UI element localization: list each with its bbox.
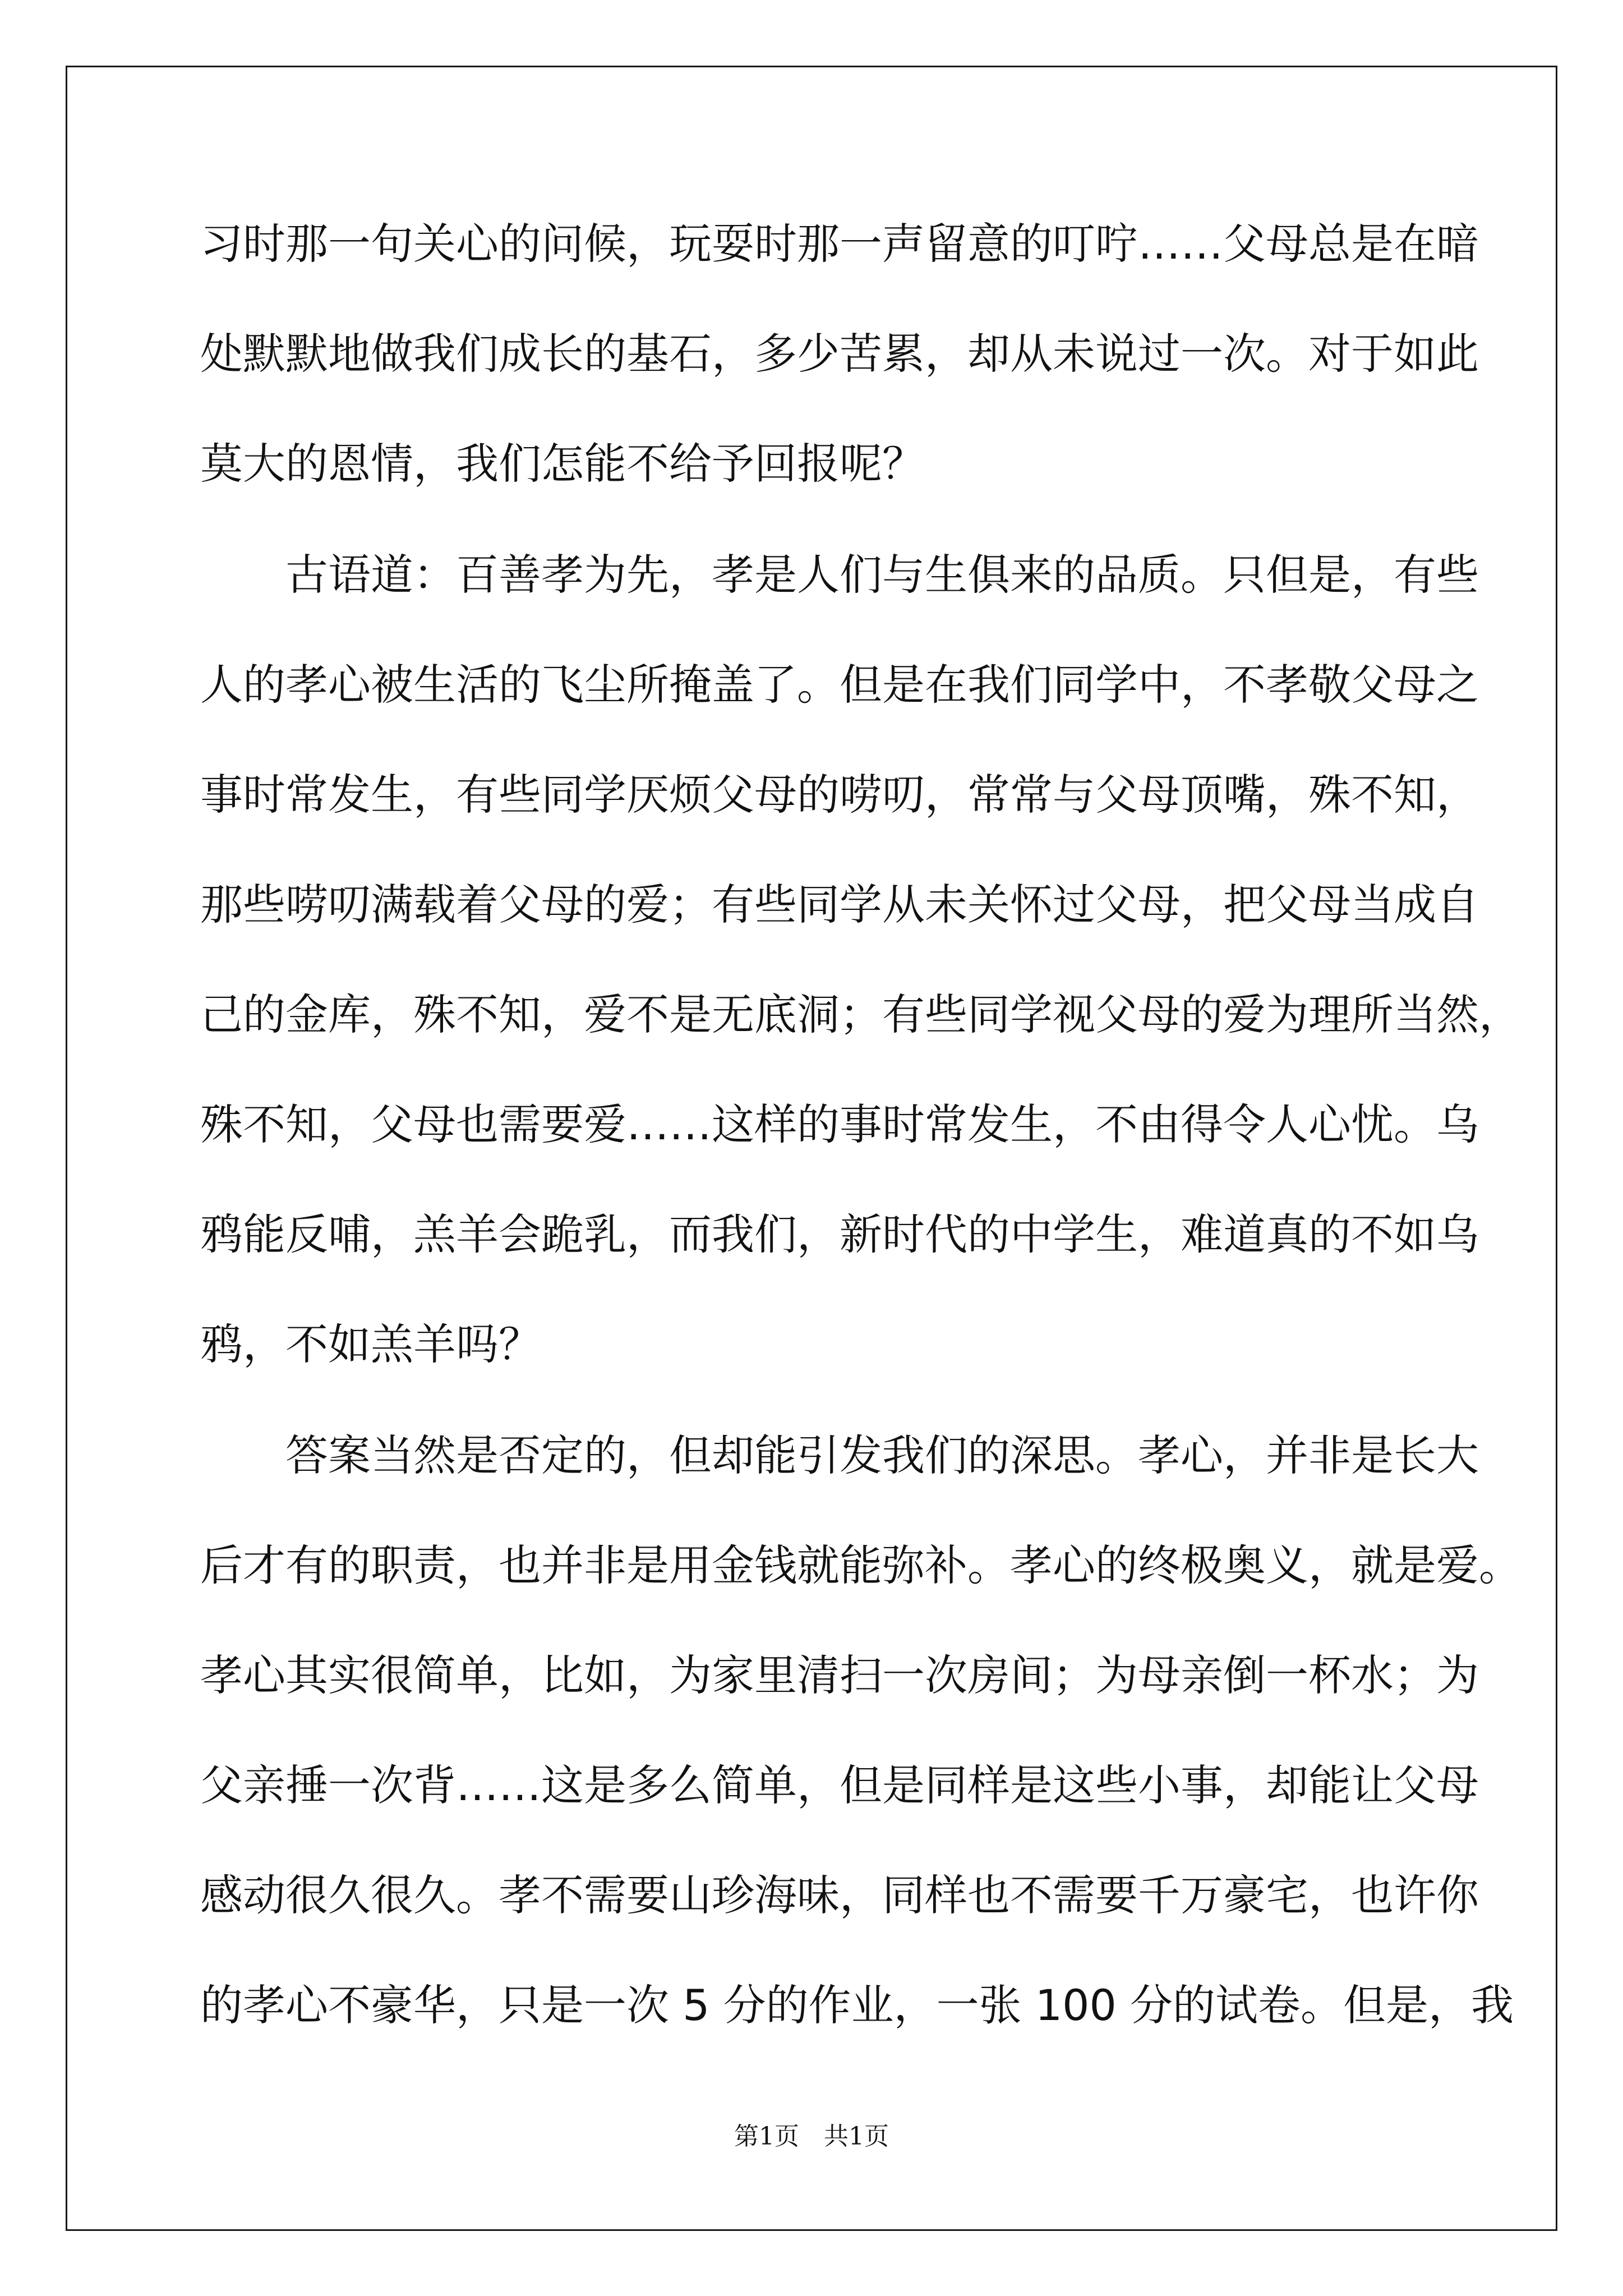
text-line: 那些唠叨满载着父母的爱；有些同学从未关怀过父母，把父母当成自 [200,880,1479,930]
text-line: 感动很久很久。孝不需要山珍海味，同样也不需要千万豪宅，也许你 [200,1870,1479,1920]
text-line: 己的金库，殊不知，爱不是无底洞；有些同学视父母的爱为理所当然， [200,990,1521,1039]
text-line: 后才有的职责，也并非是用金钱就能弥补。孝心的终极奥义，就是爱。 [200,1540,1521,1590]
text-line: 事时常发生，有些同学厌烦父母的唠叨，常常与父母顶嘴，殊不知， [200,770,1479,820]
document-body [200,216,1521,2087]
text-line: 孝心其实很简单，比如，为家里清扫一次房间；为母亲倒一杯水；为 [200,1650,1479,1700]
text-line: 的孝心不豪华，只是一次 5 分的作业，一张 100 分的试卷。但是，我 [200,1980,1514,2030]
text-line: 古语道：百善孝为先，孝是人们与生俱来的品质。只但是，有些 [200,550,1479,600]
text-line: 殊不知，父母也需要爱……这样的事时常发生，不由得令人心忧。乌 [200,1099,1479,1149]
text-line: 父亲捶一次背……这是多么简单，但是同样是这些小事，却能让父母 [200,1760,1479,1810]
text-line: 莫大的恩情，我们怎能不给予回报呢？ [200,439,925,489]
text-line: 人的孝心被生活的飞尘所掩盖了。但是在我们同学中，不孝敬父母之 [200,660,1479,710]
text-line: 鸦能反哺，羔羊会跪乳，而我们，新时代的中学生，难道真的不如乌 [200,1209,1479,1259]
page-number-footer: 第1页 共1页 [734,2122,889,2151]
text-line: 鸦，不如羔羊吗？ [200,1319,541,1369]
text-line: 答案当然是否定的，但却能引发我们的深思。孝心，并非是长大 [200,1430,1479,1480]
text-line: 习时那一句关心的问候，玩耍时那一声留意的叮咛……父母总是在暗 [200,219,1479,269]
text-line: 处默默地做我们成长的基石，多少苦累，却从未说过一次。对于如此 [200,329,1479,379]
